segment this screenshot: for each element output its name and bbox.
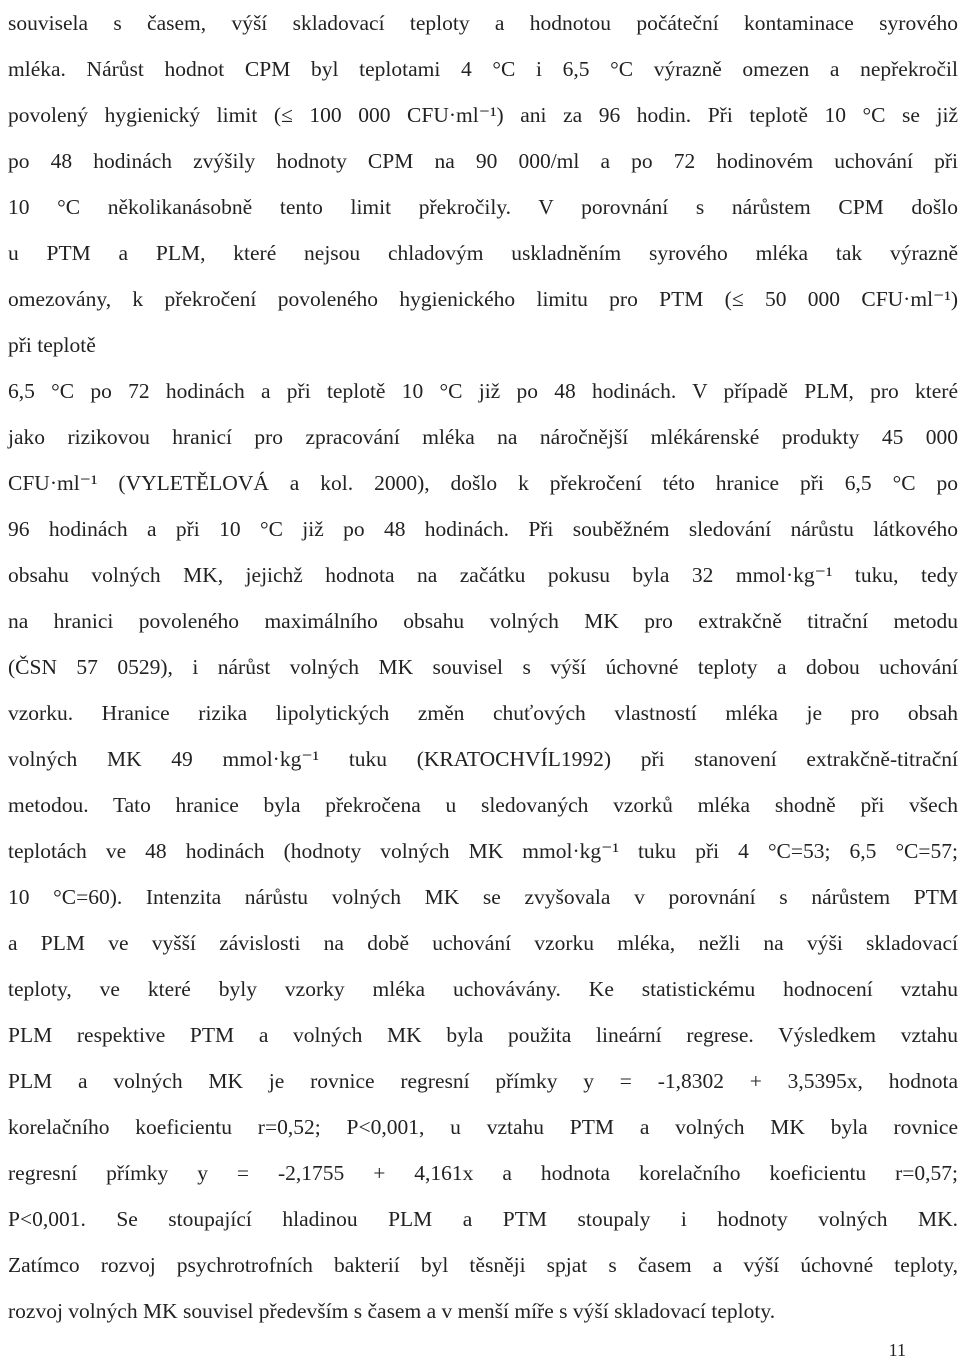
text-line: teplotách ve 48 hodinách (hodnoty volných MK mmol·kg⁻¹ tuku při 4 °C=53; 6,5 °C=57; [8,839,958,863]
text-line: Zatímco rozvoj psychrotrofních bakterií byl těsněji spjat s časem a výší úchovné teploty, [8,1253,958,1277]
text-line: vzorku. Hranice rizika lipolytických změn chuťových vlastností mléka je pro obsah [8,701,958,725]
text-line: (ČSN 57 0529), i nárůst volných MK souvisel s výší úchovné teploty a dobou uchování [8,655,958,679]
text-line: PLM a volných MK je rovnice regresní přímky y = -1,8302 + 3,5395x, hodnota [8,1069,958,1093]
text-line: metodou. Tato hranice byla překročena u sledovaných vzorků mléka shodně při všech [8,793,958,817]
text-line: při teplotě [8,333,96,357]
text-line: regresní přímky y = -2,1755 + 4,161x a hodnota korelačního koeficientu r=0,57; [8,1161,958,1185]
text-line: korelačního koeficientu r=0,52; P<0,001, u vztahu PTM a volných MK byla rovnice [8,1115,958,1139]
text-line: jako rizikovou hranicí pro zpracování mléka na náročnější mlékárenské produkty 45 000 [8,425,958,449]
text-line: PLM respektive PTM a volných MK byla použita lineární regrese. Výsledkem vztahu [8,1023,958,1047]
text-line: teploty, ve které byly vzorky mléka uchovávány. Ke statistickému hodnocení vztahu [8,977,958,1001]
text-line: povolený hygienický limit (≤ 100 000 CFU·ml⁻¹) ani za 96 hodin. Při teplotě 10 °C se již [8,103,958,127]
text-line: 10 °C=60). Intenzita nárůstu volných MK se zvyšovala v porovnání s nárůstem PTM [8,885,958,909]
text-line: po 48 hodinách zvýšily hodnoty CPM na 90 000/ml a po 72 hodinovém uchování při [8,149,958,173]
text-line: 96 hodinách a při 10 °C již po 48 hodinách. Při souběžném sledování nárůstu látkového [8,517,958,541]
text-line: a PLM ve vyšší závislosti na době uchování vzorku mléka, nežli na výši skladovací [8,931,958,955]
text-line: 6,5 °C po 72 hodinách a při teplotě 10 °C již po 48 hodinách. V případě PLM, pro které [8,379,958,403]
text-line: 10 °C několikanásobně tento limit překročily. V porovnání s nárůstem CPM došlo [8,195,958,219]
text-line: omezovány, k překročení povoleného hygienického limitu pro PTM (≤ 50 000 CFU·ml⁻¹) [8,287,958,311]
page-number: 11 [888,1340,906,1360]
body-paragraph [8,0,958,1334]
text-line: volných MK 49 mmol·kg⁻¹ tuku (KRATOCHVÍL1992) při stanovení extrakčně-titrační [8,747,958,771]
text-line: rozvoj volných MK souvisel především s časem a v menší míře s výší skladovací teploty. [8,1299,776,1323]
text-line: obsahu volných MK, jejichž hodnota na začátku pokusu byla 32 mmol·kg⁻¹ tuku, tedy [8,563,958,587]
text-line: souvisela s časem, výší skladovací teploty a hodnotou počáteční kontaminace syrového [8,11,958,35]
text-line: u PTM a PLM, které nejsou chladovým uskladněním syrového mléka tak výrazně [8,241,958,265]
text-line: CFU·ml⁻¹ (VYLETĚLOVÁ a kol. 2000), došlo k překročení této hranice při 6,5 °C po [8,471,958,495]
text-line: mléka. Nárůst hodnot CPM byl teplotami 4 °C i 6,5 °C výrazně omezen a nepřekročil [8,57,958,81]
text-line: na hranici povoleného maximálního obsahu volných MK pro extrakčně titrační metodu [8,609,958,633]
text-line: P<0,001. Se stoupající hladinou PLM a PTM stoupaly i hodnoty volných MK. [8,1207,958,1231]
